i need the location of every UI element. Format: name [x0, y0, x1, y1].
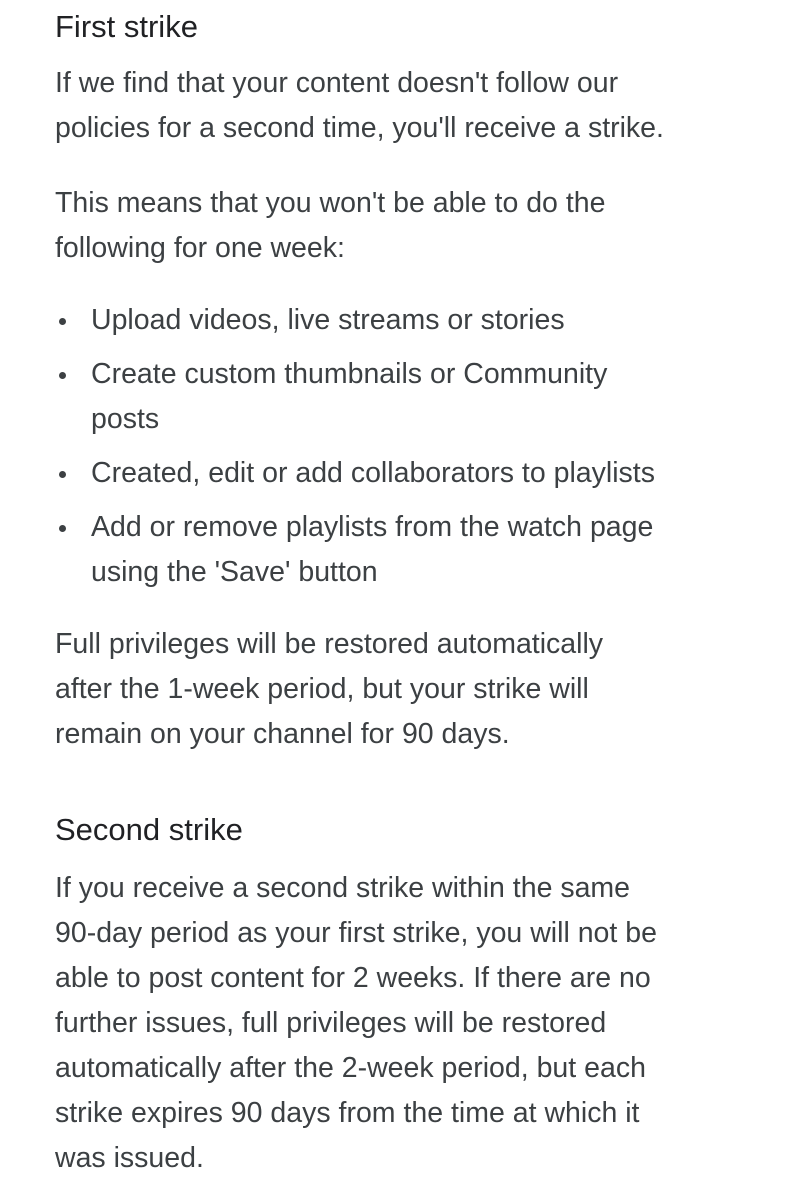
first-strike-restored-line: remain on your channel for 90 days.: [55, 718, 510, 750]
first-strike-restored-line: after the 1-week period, but your strike will: [55, 673, 589, 705]
list-item-text: posts: [91, 403, 160, 435]
list-item-text: Created, edit or add collaborators to playlists: [91, 457, 655, 489]
second-strike-body-line: 90-day period as your first strike, you will not be: [55, 917, 657, 949]
first-strike-intro: [55, 61, 664, 151]
list-item: [55, 451, 655, 496]
first-strike-means-line: following for one week:: [55, 232, 345, 264]
first-strike-intro-line: policies for a second time, you'll receive a strike.: [55, 112, 664, 144]
bullet-dot-icon: [59, 471, 66, 478]
bullet-dot-icon: [59, 318, 66, 325]
list-item: [55, 352, 655, 442]
second-strike-body-line: was issued.: [55, 1142, 204, 1174]
first-strike-means-line: This means that you won't be able to do the: [55, 187, 606, 219]
list-item-text: Upload videos, live streams or stories: [91, 304, 565, 336]
list-item: [55, 298, 655, 343]
second-strike-body-line: If you receive a second strike within the same: [55, 872, 631, 904]
second-strike-heading: Second strike: [55, 812, 243, 847]
bullet-dot-icon: [59, 372, 66, 379]
second-strike-body: [55, 866, 657, 1181]
first-strike-restored-line: Full privileges will be restored automatically: [55, 628, 604, 660]
second-strike-body-line: strike expires 90 days from the time at which it: [55, 1097, 640, 1129]
list-item-text: Add or remove playlists from the watch page: [91, 511, 654, 543]
restriction-list: [55, 298, 655, 604]
first-strike-restored: [55, 622, 603, 757]
first-strike-intro-line: If we find that your content doesn't follow our: [55, 67, 619, 99]
second-strike-body-line: automatically after the 2-week period, but each: [55, 1052, 646, 1084]
bullet-dot-icon: [59, 525, 66, 532]
list-item-text: using the 'Save' button: [91, 556, 378, 588]
list-item-text: Create custom thumbnails or Community: [91, 358, 608, 390]
list-item: [55, 505, 655, 595]
second-strike-body-line: further issues, full privileges will be restored: [55, 1007, 607, 1039]
second-strike-body-line: able to post content for 2 weeks. If there are no: [55, 962, 651, 994]
first-strike-means: [55, 181, 605, 271]
first-strike-heading: First strike: [55, 9, 198, 44]
